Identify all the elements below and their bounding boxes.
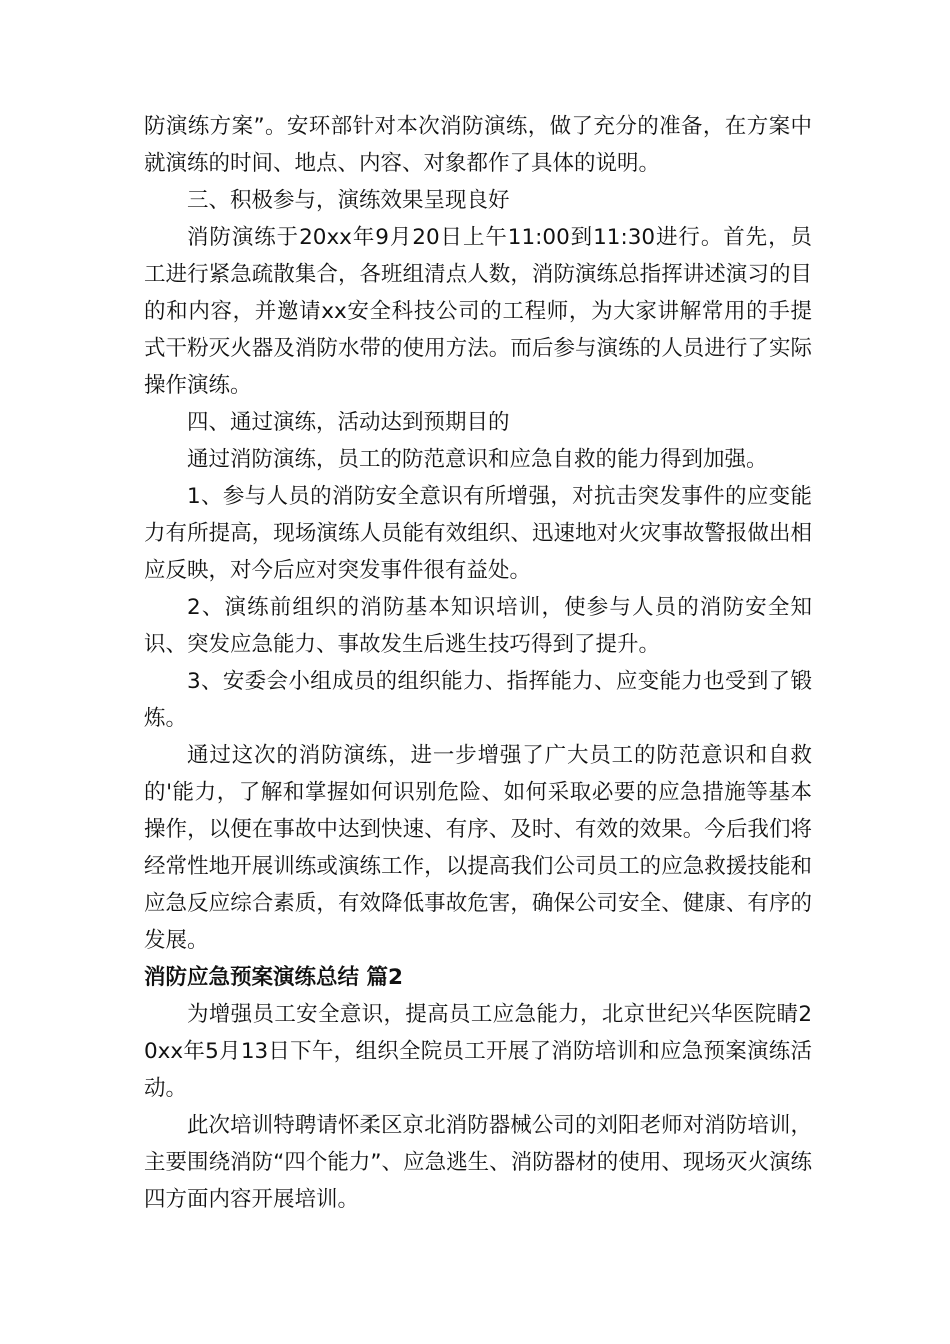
document-page xyxy=(144,108,812,1218)
paragraph: 通过消防演练，员工的防范意识和应急自救的能力得到加强。 xyxy=(187,447,768,472)
paragraph: 为增强员工安全意识，提高员工应急能力，北京世纪兴华医院睛20xx年5月13日下午，组织全院员工开展了消防培训和应急预案演练活动。 xyxy=(144,1002,812,1101)
paragraph: 通过这次的消防演练，进一步增强了广大员工的防范意识和自救的'能力，了解和掌握如何识别危险、如何采取必要的应急措施等基本操作，以便在事故中达到快速、有序、及时、有效的效果。今后我们将经常性地开展训练或演练工作，以提高我们公司员工的应急救援技能和应急反应综合素质，有效降低事故危害，确保公司安全、健康、有序的发展。 xyxy=(144,743,812,953)
list-item: 2、演练前组织的消防基本知识培训，使参与人员的消防安全知识、突发应急能力、事故发生后逃生技巧得到了提升。 xyxy=(144,595,812,657)
list-item: 1、参与人员的消防安全意识有所增强，对抗击突发事件的应变能力有所提高，现场演练人员能有效组织、迅速地对火灾事故警报做出相应反映，对今后应对突发事件很有益处。 xyxy=(144,484,812,583)
article-section-title: 消防应急预案演练总结 篇2 xyxy=(144,965,403,990)
list-item: 3、安委会小组成员的组织能力、指挥能力、应变能力也受到了锻炼。 xyxy=(144,669,812,731)
paragraph: 消防演练于20xx年9月20日上午11:00到11:30进行。首先，员工进行紧急疏散集合，各班组清点人数，消防演练总指挥讲述演习的目的和内容，并邀请xx安全科技公司的工程师，为大家讲解常用的手提式干粉灭火器及消防水带的使用方法。而后参与演练的人员进行了实际操作演练。 xyxy=(144,225,812,398)
section-heading-three: 三、积极参与，演练效果呈现良好 xyxy=(187,188,510,213)
paragraph: 此次培训特聘请怀柔区京北消防器械公司的刘阳老师对消防培训，主要围绕消防“四个能力”、应急逃生、消防器材的使用、现场灭火演练四方面内容开展培训。 xyxy=(144,1113,812,1212)
section-heading-four: 四、通过演练，活动达到预期目的 xyxy=(187,410,510,435)
paragraph: 防演练方案”。安环部针对本次消防演练，做了充分的准备，在方案中就演练的时间、地点、内容、对象都作了具体的说明。 xyxy=(144,114,812,176)
